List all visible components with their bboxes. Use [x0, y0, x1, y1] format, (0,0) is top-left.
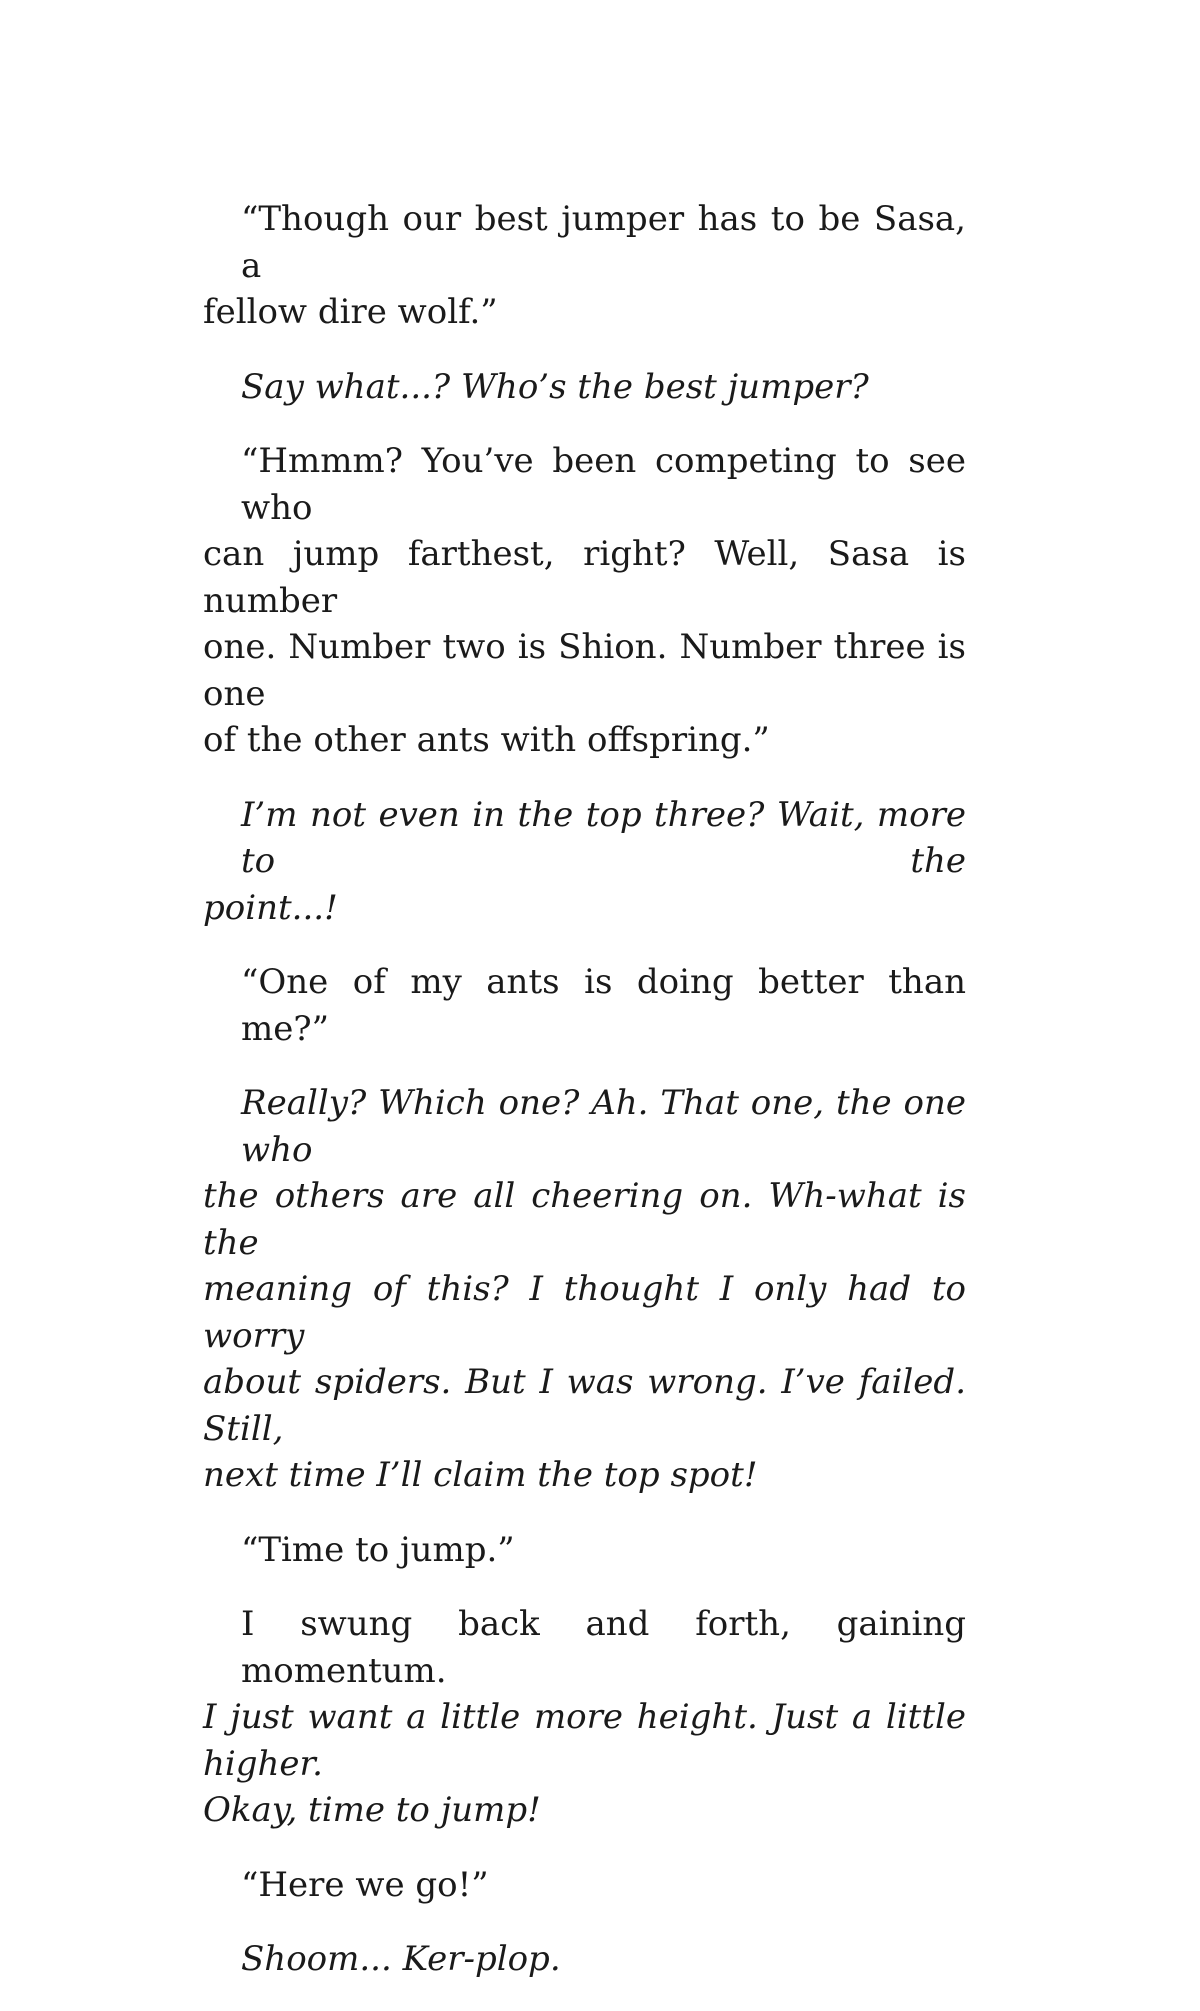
paragraph-6 — [203, 1080, 966, 1499]
text-line: “Here we go!” — [241, 1864, 489, 1905]
text-line: Say what...? Who’s the best jumper? — [241, 366, 869, 407]
text-line: point...! — [203, 887, 338, 928]
text-line: “Hmmm? You’ve been competing to see who — [241, 441, 966, 528]
paragraph-5 — [203, 959, 966, 1052]
paragraph-10 — [203, 1936, 966, 1983]
text-line: “Though our best jumper has to be Sasa, a — [241, 199, 966, 286]
text-line: fellow dire wolf.” — [203, 292, 498, 332]
paragraph-2 — [203, 364, 966, 411]
text-line: meaning of this? I thought I only had to worry — [203, 1269, 966, 1356]
paragraph-7 — [203, 1527, 966, 1574]
text-line: “One of my ants is doing better than me?” — [241, 962, 966, 1049]
text-line: one. Number two is Shion. Number three is one — [203, 627, 966, 714]
text-line-italic: Okay, time to jump! — [203, 1790, 541, 1830]
text-line: next time I’ll claim the top spot! — [203, 1455, 758, 1495]
text-line: about spiders. But I was wrong. I’ve failed. Still, — [203, 1362, 966, 1449]
paragraph-9 — [203, 1862, 966, 1909]
text-line: the others are all cheering on. Wh-what is the — [203, 1176, 966, 1263]
text-line: I’m not even in the top three? Wait, more to the — [241, 794, 966, 881]
text-line-italic: I just want a little more height. Just a little higher. — [203, 1697, 966, 1784]
paragraph-4 — [203, 792, 966, 932]
paragraph-3 — [203, 438, 966, 764]
paragraph-8 — [203, 1601, 966, 1834]
paragraph-1 — [203, 196, 966, 336]
text-line: can jump farthest, right? Well, Sasa is number — [203, 534, 966, 621]
text-line: “Time to jump.” — [241, 1529, 515, 1570]
text-line: of the other ants with offspring.” — [203, 720, 770, 760]
text-line: Shoom... Ker-plop. — [241, 1939, 561, 1979]
body-text — [203, 196, 966, 2011]
text-line: I swung back and forth, gaining momentum. — [241, 1604, 966, 1691]
text-line: Really? Which one? Ah. That one, the one who — [241, 1083, 966, 1170]
